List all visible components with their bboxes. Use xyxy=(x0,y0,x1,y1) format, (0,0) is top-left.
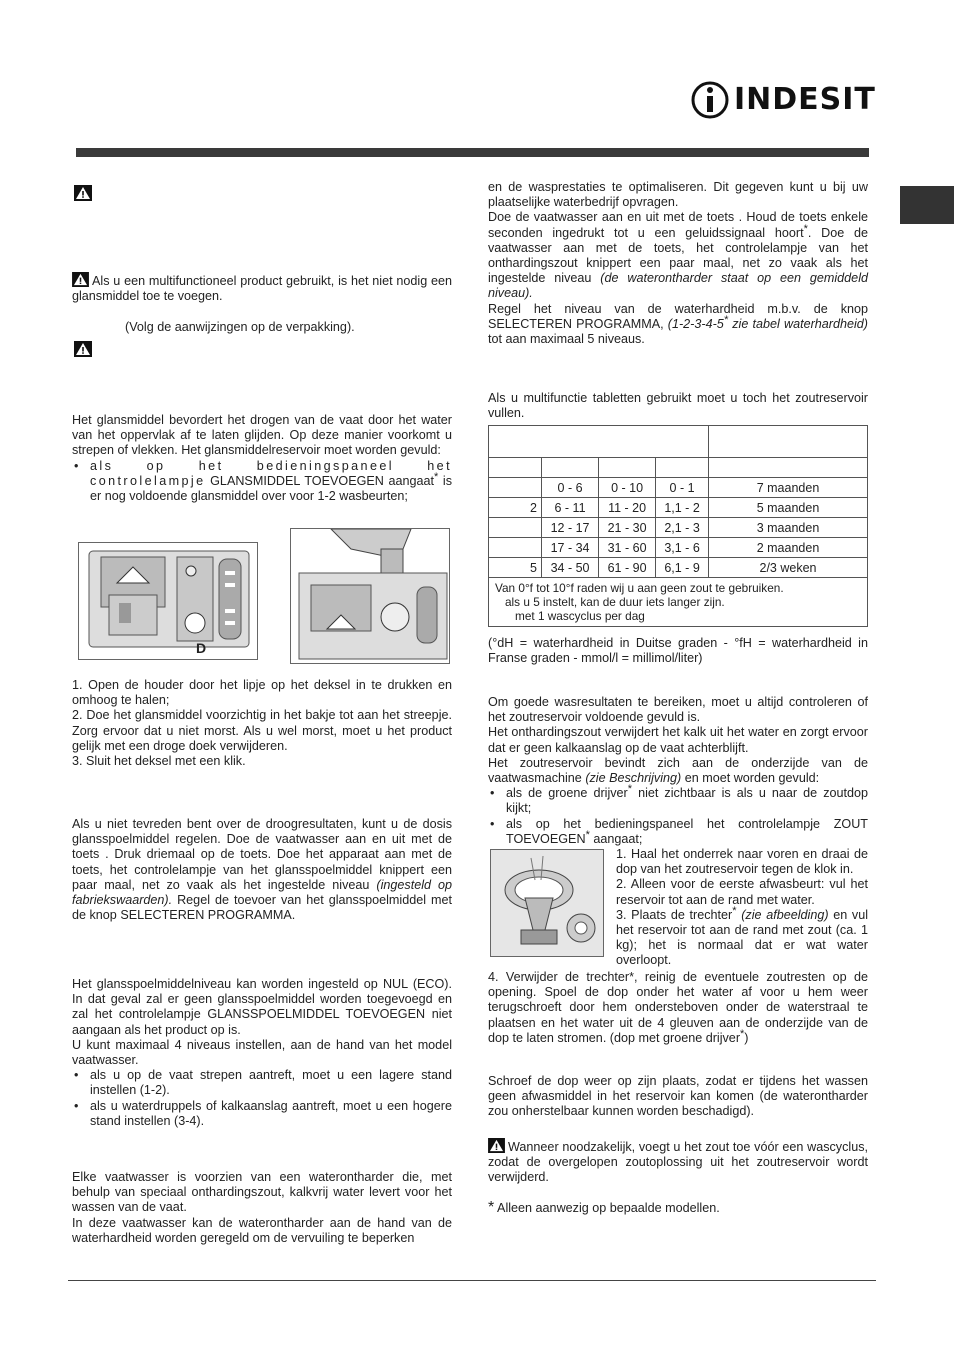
table-row xyxy=(489,558,868,578)
table-cell: 7 maanden xyxy=(709,478,868,498)
rinse-dispenser-figure xyxy=(78,542,258,660)
salt-bullet: • als op het bedieningspaneel het controlelampje ZOUT TOEVOEGEN* aangaat; xyxy=(488,817,868,847)
level-bullet: • als u waterdruppels of kalkaanslag aantreft, moet u een hogere stand instellen (3-4). xyxy=(72,1099,452,1129)
salt-section: Om goede wasresultaten te bereiken, moet u altijd controleren of het zoutreservoir voldoende gevuld is. Het onthardingszout verwijdert het kalk uit het water en zorgt ervoor dat er geen kalkaanslag op de vaat achterblijft. Het zoutreservoir bevindt zich aan de onderzijde van de vaatwasmachine (zie Beschrijving) en moet worden gevuld: • als de groene drijver* niet zichtbaar is als u naar de zoutdop kijkt; • als op het bedieningspaneel het controlelampje ZOUT TOEVOEGEN* aangaat; xyxy=(488,695,868,847)
table-cell: 2,1 - 3 xyxy=(656,518,709,538)
table-row xyxy=(489,538,868,558)
rinse-fill-figure xyxy=(290,528,450,664)
table-cell: 2 xyxy=(489,498,542,518)
brand-name: INDESIT xyxy=(734,82,876,117)
language-tab xyxy=(900,186,954,224)
fill-salt-steps: 1. Haal het onderrek naar voren en draai de dop van het zoutreservoir tegen de klok in. 2. Alleen voor de eerste afwasbeurt: vul het reservoir tot aan de rand met water. 3. Plaats de trechter* (zie afbeelding) en vul het reservoir tot aan de rand met zout (ca. 1 kg); het is normaal dat er wat water overloopt. xyxy=(616,847,869,968)
softener-continued: en de wasprestaties te optimaliseren. Dit gegeven kunt u bij uw plaatselijke waterbedrijf opvragen. Doe de vaatwasser aan en uit met de toets . Houd de toets enkele seconden ingedrukt tot u een geluidssignaal hoort*. Doe de vaatwasser aan met de toets, het controlelampje van het onthardingszout knippert een paar maal, net zo vaak als het ingestelde niveau (de waterontharder staat op een gemiddeld niveau). Regel het niveau van de waterhardheid m.b.v. de knop SELECTEREN PROGRAMMA, (1-2-3-4-5* zie tabel waterhardheid) tot aan maximaal 5 niveaus. xyxy=(488,180,869,347)
table-cell: 0 - 10 xyxy=(599,478,656,498)
table-note: Van 0°f tot 10°f raden wij u aan geen zout te gebruiken. als u 5 instelt, kan de duur iets langer zijn. met 1 wascyclus per dag xyxy=(489,578,868,627)
water-hardness-table xyxy=(488,425,868,627)
rinse-level-section: Het glansspoelmiddelniveau kan worden ingesteld op NUL (ECO). In dat geval zal er geen glansspoelmiddel worden toegevoegd en zal het controlelampje GLANSSPOELMIDDEL TOEVOEGEN niet aangaan als het product op is. U kunt maximaal 4 niveaus instellen, aan de hand van het model vaatwasser. • als u op de vaat strepen aantreft, moet u een lagere stand instellen (1-2). • als u waterdruppels of kalkaanslag aantreft, moet u een hogere stand instellen (3-4). xyxy=(72,977,452,1129)
softener-section: Elke vaatwasser is voorzien van een waterontharder die, met behulp van speciaal onthardingszout, kalkvrij water levert voor het wassen van de vaat. In deze vaatwasser kan de waterontharder aan de hand van de waterhardheid worden geregeld om de vervuiling te beperken xyxy=(72,1170,452,1245)
warning-icon xyxy=(74,341,92,357)
table-cell: 5 maanden xyxy=(709,498,868,518)
table-row xyxy=(489,478,868,498)
table-cell: 61 - 90 xyxy=(599,558,656,578)
warning-icon xyxy=(72,272,89,287)
salt-bullet: • als de groene drijver* niet zichtbaar is als u naar de zoutdop kijkt; xyxy=(488,786,868,816)
step-3: 3. Sluit het deksel met een klik. xyxy=(72,754,246,769)
table-cell: 12 - 17 xyxy=(542,518,599,538)
tablets-note: Als u multifunctie tabletten gebruikt moet u toch het zoutreservoir vullen. xyxy=(488,391,868,421)
table-row xyxy=(489,498,868,518)
table-cell: 0 - 1 xyxy=(656,478,709,498)
table-row xyxy=(489,518,868,538)
table-cell: 31 - 60 xyxy=(599,538,656,558)
screw-cap-note: Schroef de dop weer op zijn plaats, zodat er tijdens het wassen geen afwasmiddel in het reservoir kan komen (de waterontharder zou onherstelbaar kunnen worden beschadigd). xyxy=(488,1074,868,1119)
salt-warning: Wanneer noodzakelijk, voegt u het zout toe vóór een wascyclus, zodat de overgelopen zoutoplossing uit het zoutreservoir wordt verwijderd. xyxy=(488,1140,868,1185)
fill-salt-step-4: 4. Verwijder de trechter*, reinig de eventuele zoutresten op de opening. Spoel de dop onder het water af voor u hem weer terugschroeft door hem ondersteboven onder de waterstraal te plaatsen en het water uit de 4 gleuven aan de onderzijde van de dop te laten stromen. (dop met groene drijver*) xyxy=(488,970,868,1045)
salt-funnel-figure xyxy=(490,849,604,957)
warning-icon xyxy=(74,185,92,201)
rinse-bullet: • als op het bedieningspaneel het controlelampje GLANSMIDDEL TOEVOEGEN aangaat* is er nog voldoende glansmiddel over voor 1-2 wasbeurten; xyxy=(72,459,452,505)
funnel-illustration-icon xyxy=(491,850,603,956)
table-cell: 6,1 - 9 xyxy=(656,558,709,578)
fill-illustration-icon xyxy=(291,529,449,663)
figure-label: D xyxy=(196,640,207,656)
fill-steps xyxy=(72,678,452,769)
rinse-aid-section xyxy=(72,413,452,504)
step-1: 1. Open de houder door het lipje op het deksel in te drukken en omhoog te halen; xyxy=(72,678,452,708)
table-cell: 5 xyxy=(489,558,542,578)
hardness-legend: (°dH = waterhardheid in Duitse graden - °fH = waterhardheid in Franse graden - mmol/l = millimol/liter) xyxy=(488,636,868,666)
table-cell: 6 - 11 xyxy=(542,498,599,518)
adjust-rinse-section: Als u niet tevreden bent over de droogresultaten, kunt u de dosis glansspoelmiddel regelen. Doe de vaatwasser aan en uit met de toets . Druk driemaal op de toets. Doe het apparaat aan met de toets, het controlelampje van het glansspoelmiddel knippert een paar maal, net zo vaak als het ingestelde niveau (ingesteld op fabriekswaarden). Regel de toevoer van het glansspoelmiddel met de knop SELECTEREN PROGRAMMA. xyxy=(72,817,452,923)
table-cell: 17 - 34 xyxy=(542,538,599,558)
table-cell: 2 maanden xyxy=(709,538,868,558)
table-cell: 3,1 - 6 xyxy=(656,538,709,558)
table-cell: 0 - 6 xyxy=(542,478,599,498)
table-cell xyxy=(489,478,542,498)
brand-logo xyxy=(690,78,876,122)
table-cell: 34 - 50 xyxy=(542,558,599,578)
table-cell xyxy=(489,518,542,538)
footer-rule xyxy=(68,1280,876,1281)
table-cell: 1,1 - 2 xyxy=(656,498,709,518)
step-2: 2. Doe het glansmiddel voorzichtig in het bakje tot aan het streepje. Zorg ervoor dat u niet morst. Als u wel morst, moet u het product gelijk met een droge doek verwijderen. xyxy=(72,708,452,753)
dispenser-illustration-icon xyxy=(79,543,257,659)
header-bar xyxy=(76,148,869,157)
warning-icon xyxy=(488,1138,505,1153)
rinse-intro: Het glansmiddel bevordert het drogen van de vaat door het water van het oppervlak af te laten glijden. Op deze manier voorkomt u strepen of vlekken. Het glansmiddelreservoir moet worden gevuld: xyxy=(72,413,452,458)
indesit-logo-icon xyxy=(690,78,734,122)
follow-instructions: (Volg de aanwijzingen op de verpakking). xyxy=(125,320,355,334)
table-cell: 21 - 30 xyxy=(599,518,656,538)
multifunction-note: Als u een multifunctioneel product gebruikt, is het niet nodig een glansmiddel toe te voegen. xyxy=(72,274,452,304)
level-bullet: • als u op de vaat strepen aantreft, moet u een lagere stand instellen (1-2). xyxy=(72,1068,452,1098)
table-cell: 2/3 weken xyxy=(709,558,868,578)
table-cell xyxy=(489,538,542,558)
footnote: * Alleen aanwezig op bepaalde modellen. xyxy=(488,1199,720,1216)
table-cell: 3 maanden xyxy=(709,518,868,538)
table-cell: 11 - 20 xyxy=(599,498,656,518)
